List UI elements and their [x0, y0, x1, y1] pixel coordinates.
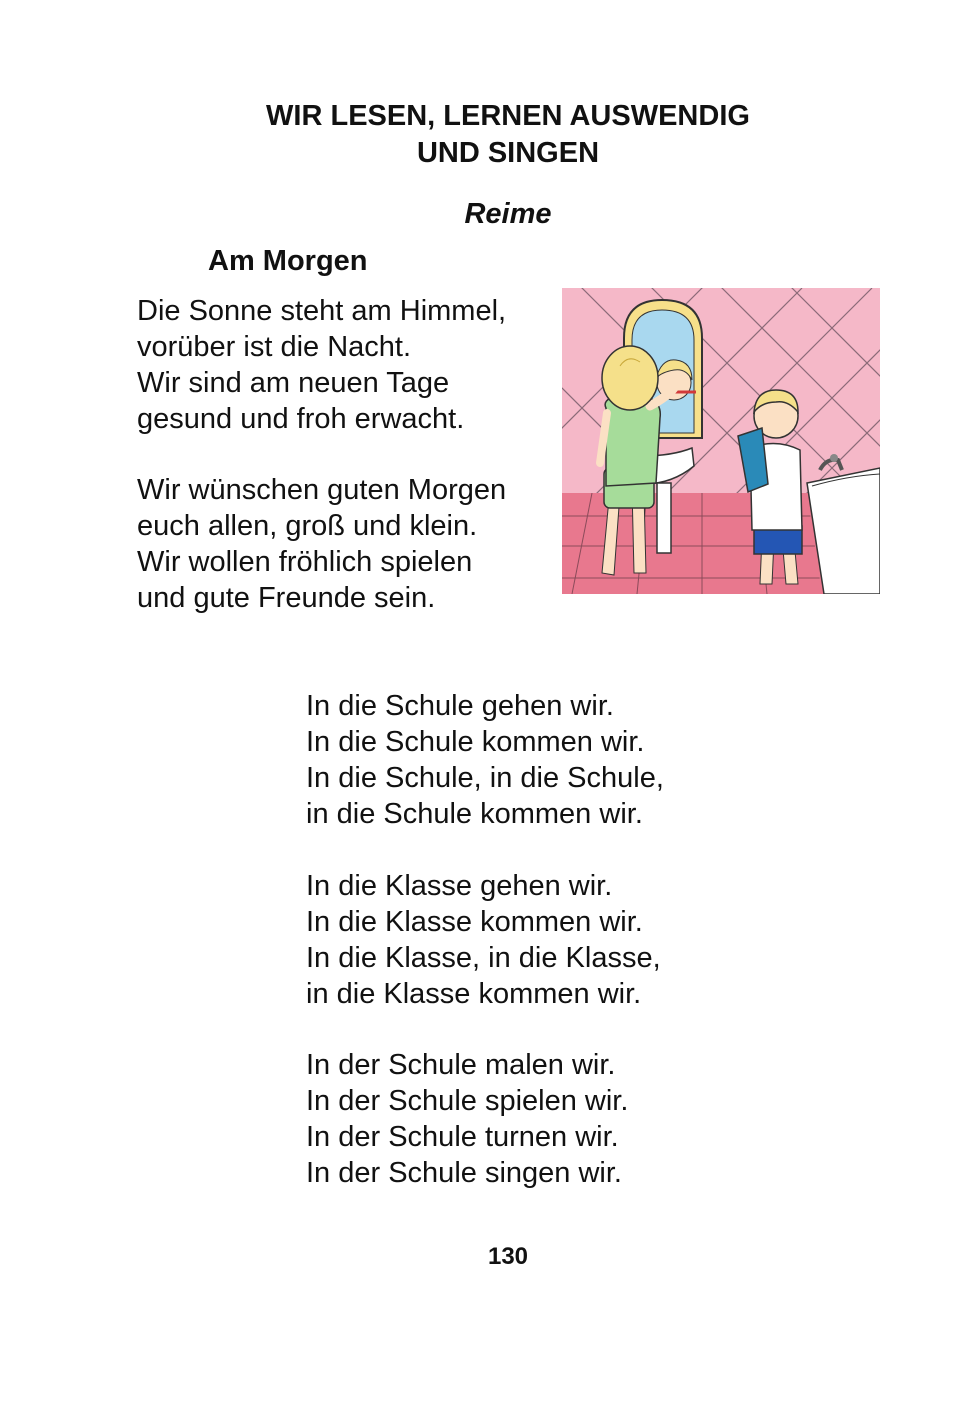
poem-line: In die Klasse gehen wir.: [306, 870, 613, 902]
poem-line: In die Schule gehen wir.: [306, 690, 614, 722]
poem-line: In der Schule turnen wir.: [306, 1121, 619, 1153]
poem-line: euch allen, groß und klein.: [137, 510, 478, 542]
poem-line: In der Schule malen wir.: [306, 1049, 616, 1081]
poem-line: In der Schule spielen wir.: [306, 1085, 629, 1117]
poem-line: und gute Freunde sein.: [137, 582, 436, 614]
poem1-stanza-2: [137, 472, 506, 616]
page-title-line-2: UND SINGEN: [416, 137, 600, 169]
poem-line: in die Schule kommen wir.: [306, 798, 643, 830]
poem2-stanza-2: [306, 868, 661, 1012]
page-title: [0, 98, 969, 172]
section-subtitle: Reime: [464, 198, 552, 230]
poem-line: gesund und froh erwacht.: [137, 403, 465, 435]
poem-line: In der Schule singen wir.: [306, 1157, 622, 1189]
poem-line: Wir wollen fröhlich spielen: [137, 546, 473, 578]
poem-line: In die Schule, in die Schule,: [306, 762, 664, 794]
poem2-stanza-1: [306, 688, 664, 832]
poem-heading: Am Morgen: [208, 245, 368, 277]
poem-line: Wir wünschen guten Morgen: [137, 474, 507, 506]
poem-line: In die Klasse, in die Klasse,: [306, 942, 661, 974]
bathroom-morning-illustration-icon: [562, 288, 880, 594]
poem-line: Die Sonne steht am Himmel,: [137, 295, 507, 327]
poem-line: in die Klasse kommen wir.: [306, 978, 642, 1010]
poem-line: vorüber ist die Nacht.: [137, 331, 412, 363]
poem1-stanza-1: [137, 293, 506, 437]
poem2-stanza-3: [306, 1047, 628, 1191]
page-number: 130: [487, 1243, 529, 1270]
poem-line: In die Klasse kommen wir.: [306, 906, 643, 938]
poem-line: In die Schule kommen wir.: [306, 726, 645, 758]
poem-line: Wir sind am neuen Tage: [137, 367, 450, 399]
page-title-line-1: WIR LESEN, LERNEN AUSWENDIG: [266, 100, 750, 132]
